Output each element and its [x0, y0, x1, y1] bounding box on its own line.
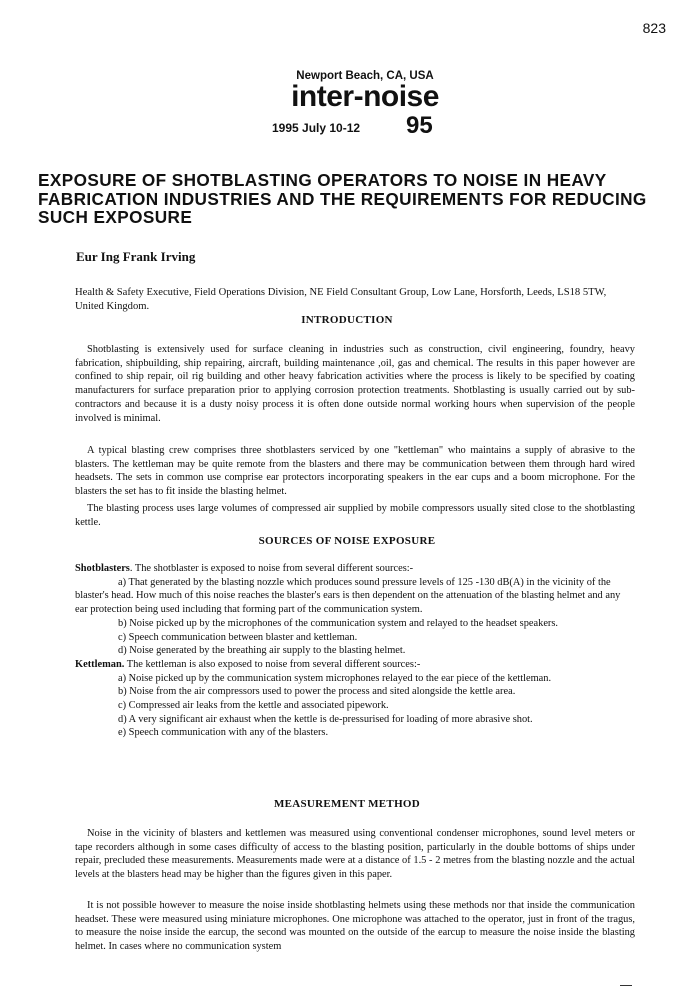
- shotblasters-label: Shotblasters: [75, 563, 130, 574]
- intro-paragraph-3: [75, 502, 635, 529]
- list-item: d) A very significant air exhaust when the kettle is de-pressurised for loading of more abrasive shot.: [118, 713, 533, 725]
- list-item: c) Speech communication between blaster and kettleman.: [118, 631, 358, 643]
- intro-paragraph-3-text: The blasting process uses large volumes of compressed air supplied by mobile compressors usually sited close to the shotblasting kettle.: [75, 503, 635, 528]
- conference-dates: 1995 July 10-12: [272, 121, 361, 135]
- measurement-paragraph-2: [75, 899, 635, 954]
- conference-location: Newport Beach, CA, USA: [296, 70, 434, 82]
- kettleman-intro-text: The kettleman is also exposed to noise from several different sources:-: [124, 658, 421, 670]
- conference-logo: inter-noise: [291, 80, 439, 113]
- page-number: 823: [642, 20, 666, 36]
- shotblasters-intro: [75, 562, 635, 576]
- paper-title: EXPOSURE OF SHOTBLASTING OPERATORS TO NOISE IN HEAVY FABRICATION INDUSTRIES AND THE REQUIREMENTS FOR REDUCING SUCH EXPOSURE: [38, 170, 647, 227]
- conference-year: 95: [406, 112, 433, 139]
- author: Eur Ing Frank Irving: [76, 249, 196, 264]
- measurement-paragraph-1-text: Noise in the vicinity of blasters and kettlemen was measured using conventional condenser microphones, sound level meters or tape recorders although in some cases difficulty of access to the blasting position, particularly in the double bottoms of ships under repair, precluded these measurements. Measurements made were at a distance of 1.5 - 2 metres from the blasting nozzle and the actual levels at the blasters head may be higher than the figures given in this paper.: [75, 828, 635, 881]
- list-item: b) Noise picked up by the microphones of the communication system and relayed to the headset speakers.: [118, 617, 559, 629]
- sources-heading: SOURCES OF NOISE EXPOSURE: [258, 535, 436, 547]
- intro-paragraph-2: [75, 444, 635, 499]
- list-item: a) Noise picked up by the communication system microphones relayed to the ear piece of the kettleman.: [118, 672, 552, 684]
- kettleman-intro: [75, 658, 635, 672]
- measurement-paragraph-2-text: It is not possible however to measure the noise inside shotblasting helmets using these methods nor that inside the communication headset. These were measured using miniature microphones. One microphone was attached to the operator, just in front of the tragus, to measure the noise inside the earcup, the second was mounted on the outside of the earcup to measure the noise inside the blasting helmet. In cases where no communication system: [75, 900, 635, 953]
- intro-paragraph-1: [75, 343, 635, 425]
- list-item: c) Compressed air leaks from the kettle and associated pipework.: [118, 700, 389, 712]
- measurement-heading: MEASUREMENT METHOD: [273, 798, 421, 810]
- kettleman-label: Kettleman.: [75, 658, 125, 670]
- sources-list: [75, 562, 635, 740]
- intro-paragraph-2-text: A typical blasting crew comprises three shotblasters serviced by one "kettleman" who maintains a supply of abrasive to the blasters. The kettleman may be quite remote from the blasters and there may be communication between them through hard wired headsets. The sets in common use comprise ear protectors incorporating speakers in the ear cups and a boom microphone. For the blasters the set has to fit inside the blasting helmet.: [75, 445, 635, 498]
- footer-rule: [620, 985, 632, 986]
- intro-paragraph-1-text: Shotblasting is extensively used for surface cleaning in industries such as construction, civil engineering, foundry, heavy fabrication, shipbuilding, ship repairing, aircraft, building maintenance ,oil, gas and chemical. The results in this paper however are confined to ship repair, oil rig building and other heavy fabrication activities where the process is likely to be specified by coating manufacturers for surface preparation prior to applying corrosion protection treatments. Shotblasting is usually carried out by sub-contractors and because it is a dusty noisy process it is often done outside normal working hours when supervision of the people involved is minimal.: [75, 344, 635, 424]
- shotblasters-intro-text: . The shotblaster is exposed to noise from several different sources:-: [129, 563, 414, 574]
- list-item: e) Speech communication with any of the blasters.: [118, 727, 329, 739]
- list-item: b) Noise from the air compressors used to power the process and sited alongside the kettle area.: [118, 686, 516, 698]
- introduction-heading: INTRODUCTION: [301, 314, 393, 326]
- affiliation: Health & Safety Executive, Field Operations Division, NE Field Consultant Group, Low Lane, Horsforth, Leeds, LS18 5TW, United Kingdom.: [75, 287, 607, 312]
- list-item: d) Noise generated by the breathing air supply to the blasting helmet.: [118, 645, 406, 657]
- measurement-paragraph-1: [75, 827, 635, 882]
- list-item: a) That generated by the blasting nozzle which produces sound pressure levels of 125 -130 dB(A) in the vicinity of the blaster's head. How much of this noise reaches the blaster's ears is then dependent on the attenuation of the blasting helmet and any ear protection being used including that forming part of the communication system.: [75, 576, 621, 616]
